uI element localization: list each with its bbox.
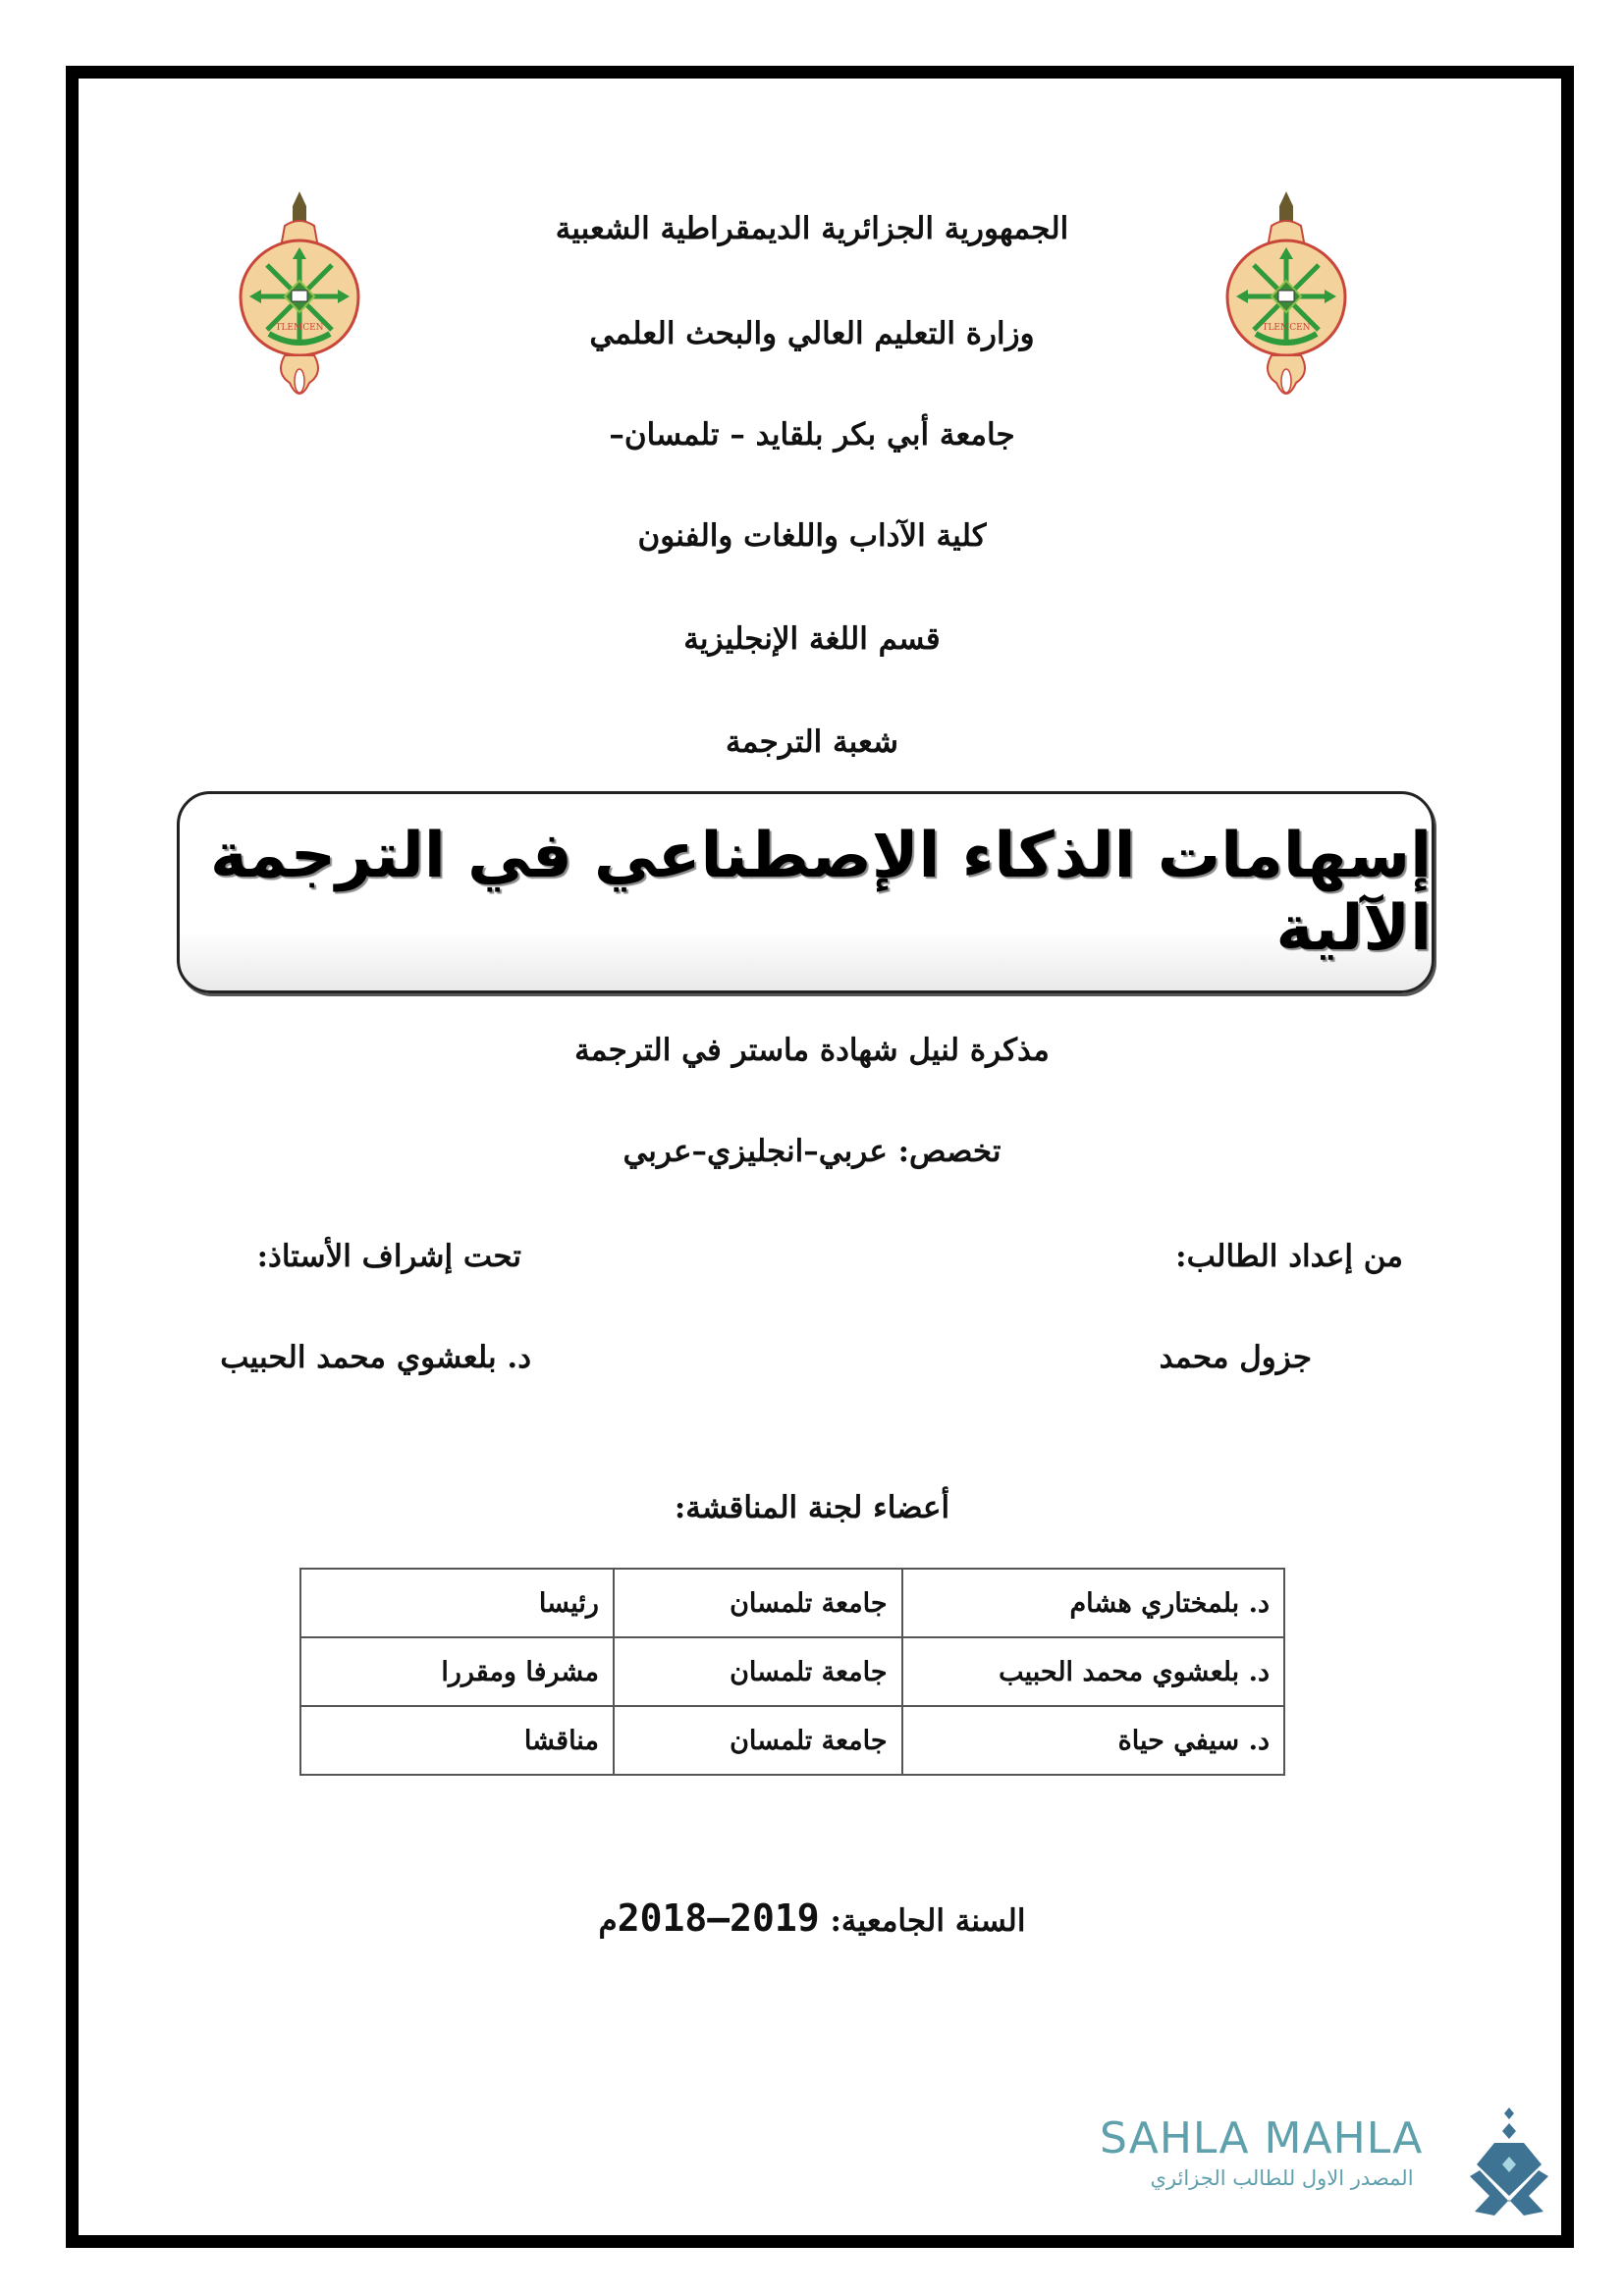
member-university: جامعة تلمسان <box>614 1706 902 1775</box>
department-name: قسم اللغة الإنجليزية <box>683 621 941 657</box>
member-university: جامعة تلمسان <box>614 1637 902 1706</box>
svg-text:TLEMCEN: TLEMCEN <box>275 323 324 333</box>
academic-year-value: 2018–2019 <box>617 1896 820 1940</box>
member-university: جامعة تلمسان <box>614 1569 902 1637</box>
brand-logo-icon <box>1465 2106 1553 2218</box>
country-name: الجمهورية الجزائرية الديمقراطية الشعبية <box>555 211 1069 246</box>
supervisor-name: د. بلعشوي محمد الحبيب <box>220 1340 531 1375</box>
academic-year-suffix: م <box>598 1903 618 1939</box>
supervisor-label: تحت إشراف الأستاذ: <box>256 1239 521 1274</box>
member-role: مشرفا ومقررا <box>300 1637 614 1706</box>
table-row <box>300 1637 1284 1706</box>
committee-heading: أعضاء لجنة المناقشة: <box>674 1490 950 1525</box>
student-label: من إعداد الطالب: <box>1175 1239 1403 1274</box>
degree-memo: مذكرة لنيل شهادة ماستر في الترجمة <box>574 1033 1050 1068</box>
thesis-title: إسهامات الذكاء الإصطناعي في الترجمة الآلية <box>210 820 1432 965</box>
member-name: د. بلعشوي محمد الحبيب <box>902 1637 1284 1706</box>
member-role: رئيسا <box>300 1569 614 1637</box>
student-name: جزول محمد <box>1159 1340 1312 1375</box>
member-name: د. بلمختاري هشام <box>902 1569 1284 1637</box>
member-role: مناقشا <box>300 1706 614 1775</box>
brand-name: SAHLA MAHLA <box>1100 2113 1424 2163</box>
svg-text:TLEMCEN: TLEMCEN <box>1262 323 1311 333</box>
table-row <box>300 1706 1284 1775</box>
sahla-mahla-watermark <box>1090 2106 1551 2218</box>
brand-tagline: المصدر الاول للطالب الجزائري <box>1150 2166 1414 2190</box>
thesis-title-box <box>177 791 1435 993</box>
committee-table <box>299 1568 1285 1776</box>
academic-year-label: السنة الجامعية: <box>830 1903 1026 1939</box>
member-name: د. سيفي حياة <box>902 1706 1284 1775</box>
faculty-name: كلية الآداب واللغات والفنون <box>637 518 987 554</box>
branch-name: شعبة الترجمة <box>726 724 898 760</box>
university-name: جامعة أبي بكر بلقايد – تلمسان– <box>609 417 1015 453</box>
academic-year <box>0 1896 1624 1940</box>
degree-specialty: تخصص: عربي–انجليزي–عربي <box>623 1134 1001 1169</box>
ministry-name: وزارة التعليم العالي والبحث العلمي <box>589 316 1035 351</box>
table-row <box>300 1569 1284 1637</box>
